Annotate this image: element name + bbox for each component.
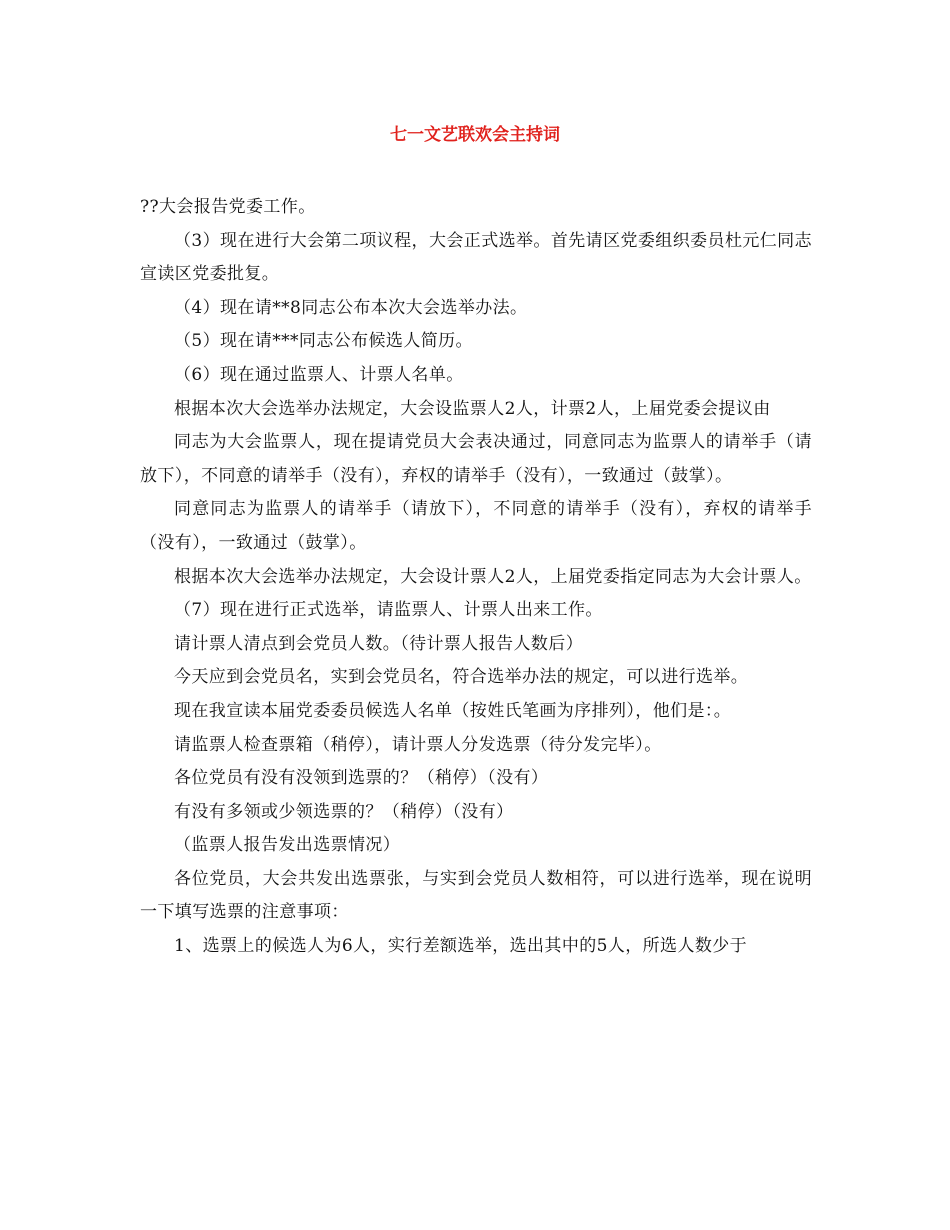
paragraph: ??大会报告党委工作。: [140, 197, 316, 217]
paragraph: （7）现在进行正式选举，请监票人、计票人出来工作。: [174, 600, 603, 621]
paragraph: 根据本次大会选举办法规定，大会设监票人2人，计票2人，上届党委会提议由: [174, 398, 771, 419]
paragraph: 请监票人检查票箱（稍停），请计票人分发选票（待分发完毕）。: [174, 734, 662, 755]
paragraph: 根据本次大会选举办法规定，大会设计票人2人，上届党委指定同志为大会计票人。: [174, 566, 812, 587]
document-title: 七一文艺联欢会主持词: [390, 125, 560, 145]
paragraph: 现在我宣读本届党委委员候选人名单（按姓氏笔画为序排列），他们是：。: [174, 700, 732, 721]
paragraph: 同意同志为监票人的请举手（请放下），不同意的请举手（没有），弃权的请举手（没有），一致通过（鼓掌）。: [140, 499, 812, 553]
paragraph: 1、选票上的候选人为6人，实行差额选举，选出其中的5人，所选人数少于: [174, 936, 748, 957]
paragraph: （5）现在请***同志公布候选人简历。: [174, 331, 473, 352]
paragraph: （6）现在通过监票人、计票人名单。: [174, 364, 464, 385]
paragraph: 各位党员有没有没领到选票的？（稍停）（没有）: [174, 768, 549, 789]
paragraph: （4）现在请**8同志公布本次大会选举办法。: [174, 297, 528, 318]
paragraph: （监票人报告发出选票情况）: [174, 835, 401, 856]
document-body: [140, 191, 812, 964]
paragraph: 请计票人清点到会党员人数。（待计票人报告人数后）: [174, 633, 584, 654]
paragraph: 各位党员，大会共发出选票张，与实到会党员人数相符，可以进行选举，现在说明一下填写选票的注意事项：: [140, 868, 812, 923]
paragraph: 同志为大会监票人，现在提请党员大会表决通过，同意同志为监票人的请举手（请放下），不同意的请举手（没有），弃权的请举手（没有），一致通过（鼓掌）。: [140, 432, 812, 486]
paragraph: 有没有多领或少领选票的？（稍停）（没有）: [174, 801, 514, 822]
paragraph: 今天应到会党员名，实到会党员名，符合选举办法的规定，可以进行选举。: [174, 667, 749, 688]
paragraph: （3）现在进行大会第二项议程，大会正式选举。首先请区党委组织委员杜元仁同志宣读区党委批复。: [140, 230, 812, 285]
